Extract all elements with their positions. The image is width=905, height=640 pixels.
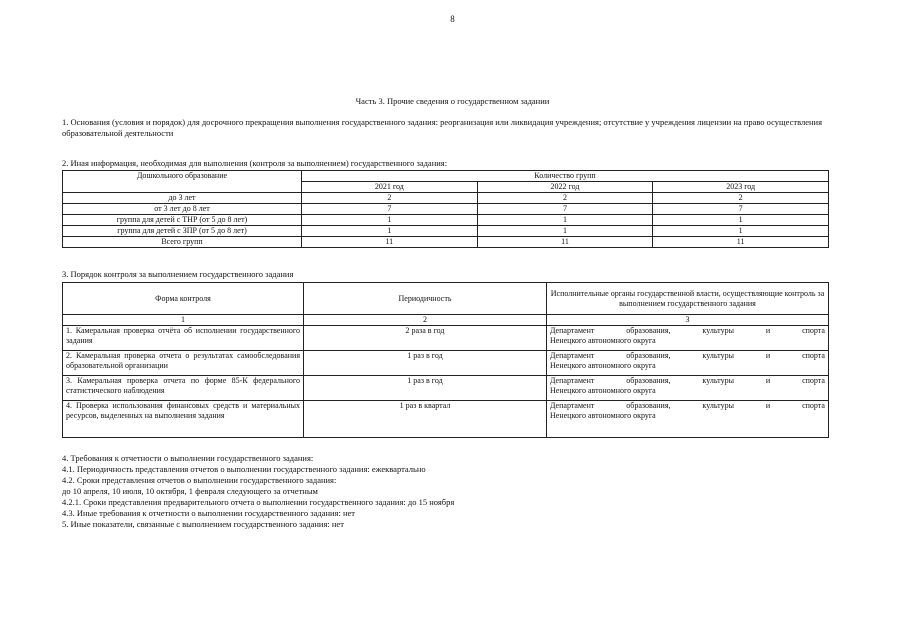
requirement-line: 4.2.1. Сроки представления предварительного отчета о выполнении государственного задания: до 15 ноября — [62, 497, 455, 507]
col-num: 2 — [304, 315, 547, 326]
control-head-period: Периодичность — [304, 283, 547, 315]
control-form: 4. Проверка использования финансовых средств и материальных ресурсов, выделенных на выполнения задания — [63, 401, 304, 438]
requirement-line: 4.1. Периодичность представления отчетов о выполнении государственного задания: ежеквартально — [62, 464, 426, 474]
row-value: 7 — [477, 204, 653, 215]
table-row — [63, 215, 829, 226]
row-value: 2 — [302, 193, 478, 204]
groups-count-head: Количество групп — [302, 171, 829, 182]
year-2022: 2022 год — [477, 182, 653, 193]
row-label: до 3 лет — [63, 193, 302, 204]
table-row — [63, 237, 829, 248]
requirement-line: 4. Требования к отчетности о выполнении государственного задания: — [62, 453, 314, 463]
row-label: Всего групп — [63, 237, 302, 248]
control-table — [62, 282, 829, 438]
row-value: 7 — [302, 204, 478, 215]
groups-table — [62, 170, 829, 248]
control-period: 1 раз в квартал — [304, 401, 547, 438]
table-row — [63, 193, 829, 204]
requirement-line: 4.3. Иные требования к отчетности о выполнении государственного задания: нет — [62, 508, 355, 518]
page-number: 8 — [450, 14, 455, 24]
control-org: Департамент образования, культуры и спорта Ненецкого автономного округа — [547, 401, 829, 438]
row-value: 1 — [302, 215, 478, 226]
row-value: 1 — [477, 215, 653, 226]
row-label: группа для детей с ТНР (от 5 до 8 лет) — [63, 215, 302, 226]
control-period: 1 раз в год — [304, 351, 547, 376]
section-1-text: 1. Основания (условия и порядок) для досрочного прекращения выполнения государственного задания: реорганизация или ликвидация учреждения; отсутствие у учреждения лицензии на право осуществления образовательной деятельности — [62, 117, 822, 138]
control-head-form: Форма контроля — [63, 283, 304, 315]
control-form: 3. Камеральная проверка отчета по форме 85-К федерального статистического наблюдения — [63, 376, 304, 401]
row-value: 11 — [653, 237, 829, 248]
section-3-heading: 3. Порядок контроля за выполнением государственного задания — [62, 269, 294, 279]
section-2-heading: 2. Иная информация, необходимая для выполнения (контроля за выполнением) государственного задания: — [62, 158, 448, 168]
page-title: Часть 3. Прочие сведения о государственном задании — [355, 96, 550, 106]
table-row — [63, 351, 829, 376]
table-row — [63, 401, 829, 438]
row-label: группа для детей с ЗПР (от 5 до 8 лет) — [63, 226, 302, 237]
row-value: 7 — [653, 204, 829, 215]
row-value: 1 — [477, 226, 653, 237]
col-num: 1 — [63, 315, 304, 326]
row-value: 11 — [302, 237, 478, 248]
control-org: Департамент образования, культуры и спорта Ненецкого автономного округа — [547, 326, 829, 351]
table-row — [63, 326, 829, 351]
row-value: 2 — [653, 193, 829, 204]
row-label: от 3 лет до 8 лет — [63, 204, 302, 215]
requirement-line: 4.2. Сроки представления отчетов о выполнении государственного задания: — [62, 475, 337, 485]
control-form: 1. Камеральная проверка отчёта об исполнении государственного задания — [63, 326, 304, 351]
row-value: 1 — [653, 226, 829, 237]
row-value: 1 — [302, 226, 478, 237]
row-value: 1 — [653, 215, 829, 226]
table-row — [63, 204, 829, 215]
requirements-block — [62, 453, 842, 530]
row-value: 11 — [477, 237, 653, 248]
year-2021: 2021 год — [302, 182, 478, 193]
groups-col-head: Дошкольного образование — [63, 171, 302, 193]
control-period: 1 раз в год — [304, 376, 547, 401]
table-row — [63, 376, 829, 401]
control-form: 2. Камеральная проверка отчета о результатах самообследования образовательной организации — [63, 351, 304, 376]
requirement-line: 5. Иные показатели, связанные с выполнением государственного задания: нет — [62, 519, 344, 529]
requirement-line: до 10 апреля, 10 июля, 10 октября, 1 февраля следующего за отчетным — [62, 486, 318, 496]
row-value: 2 — [477, 193, 653, 204]
col-num: 3 — [547, 315, 829, 326]
control-org: Департамент образования, культуры и спорта Ненецкого автономного округа — [547, 351, 829, 376]
table-row — [63, 226, 829, 237]
year-2023: 2023 год — [653, 182, 829, 193]
control-org: Департамент образования, культуры и спорта Ненецкого автономного округа — [547, 376, 829, 401]
control-period: 2 раза в год — [304, 326, 547, 351]
control-head-org: Исполнительные органы государственной власти, осуществляющие контроль за выполнением государственного задания — [547, 283, 829, 315]
